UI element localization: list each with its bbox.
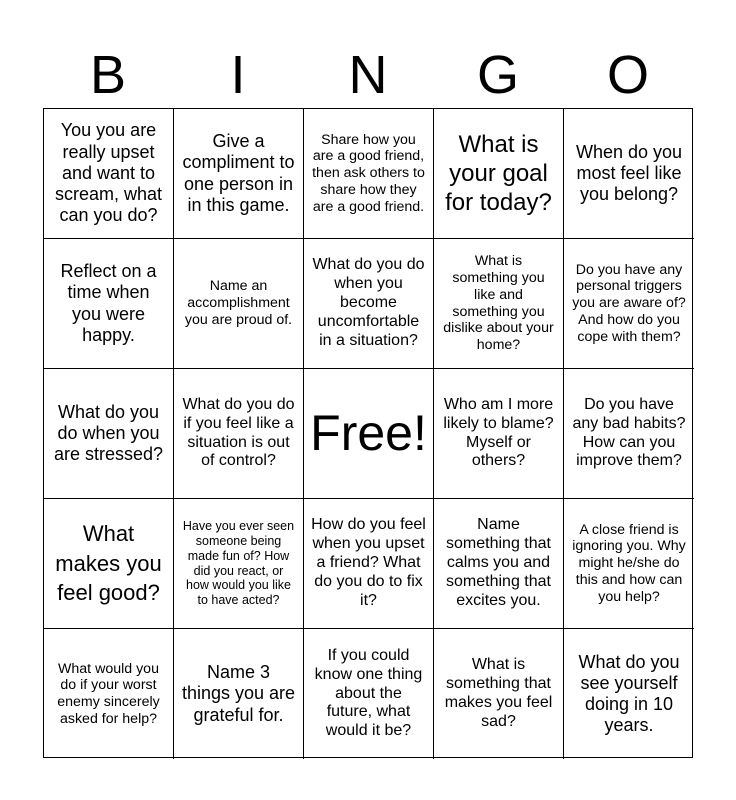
cell-text: Have you ever seen someone being made fun of? How did you react, or how would you like to have acted? [182, 519, 295, 607]
bingo-cell[interactable] [434, 239, 564, 369]
bingo-cell[interactable] [304, 109, 434, 239]
bingo-cell[interactable] [564, 109, 694, 239]
cell-text: What do you see yourself doing in 10 years. [578, 651, 680, 736]
bingo-cell[interactable] [304, 499, 434, 629]
cell-text: What makes you feel good? [55, 520, 162, 606]
bingo-cell[interactable] [44, 239, 174, 369]
cell-text: You you are really upset and want to scream, what can you do? [54, 120, 163, 226]
bingo-cell[interactable] [44, 499, 174, 629]
bingo-board [43, 108, 693, 758]
cell-text: What do you do if you feel like a situation is out of control? [182, 395, 295, 470]
cell-text: Name an accomplishment you are proud of. [184, 278, 293, 328]
cell-text: What would you do if your worst enemy sincerely asked for help? [57, 660, 160, 727]
bingo-cell[interactable] [304, 629, 434, 759]
cell-text: How do you feel when you upset a friend? What do you do to fix it? [311, 516, 426, 609]
bingo-cell[interactable] [174, 109, 304, 239]
cell-text: What is something you like and something you dislike about your home? [443, 253, 554, 353]
bingo-header [43, 42, 693, 108]
cell-text: What is your goal for today? [445, 130, 552, 217]
bingo-cell[interactable] [304, 239, 434, 369]
cell-text: Who am I more likely to blame? Myself or others? [443, 395, 554, 470]
bingo-cell[interactable] [174, 499, 304, 629]
bingo-cell[interactable] [174, 369, 304, 499]
cell-text: Name 3 things you are grateful for. [181, 662, 296, 725]
header-letter-n: N [348, 45, 388, 105]
bingo-cell[interactable] [434, 369, 564, 499]
cell-text: Do you have any personal triggers you are aware of? And how do you cope with them? [572, 261, 686, 345]
cell-text: Name something that calms you and something that excites you. [446, 516, 551, 609]
cell-text: Share how you are a good friend, then ask others to share how they are a good friend. [312, 131, 425, 215]
cell-text: Reflect on a time when you were happy. [60, 261, 157, 345]
cell-text: Give a compliment to one person in in this game. [182, 131, 295, 215]
bingo-cell[interactable] [44, 369, 174, 499]
cell-text: A close friend is ignoring you. Why might he/she do this and how can you help? [572, 521, 686, 605]
bingo-cell[interactable] [434, 629, 564, 759]
bingo-cell[interactable] [174, 239, 304, 369]
cell-text: If you could know one thing about the future, what would it be? [314, 646, 423, 740]
bingo-cell[interactable] [434, 109, 564, 239]
cell-text: When do you most feel like you belong? [575, 141, 683, 205]
header-letter-i: I [230, 45, 246, 105]
bingo-cell[interactable] [44, 109, 174, 239]
cell-text: What is something that makes you feel sad? [444, 656, 553, 730]
cell-text: What do you do when you are stressed? [53, 401, 164, 465]
header-letter-g: G [476, 45, 519, 105]
header-letter-b: B [89, 45, 127, 105]
bingo-cell[interactable] [44, 629, 174, 759]
bingo-cell[interactable] [564, 369, 694, 499]
free-space-text: Free! [310, 405, 427, 461]
bingo-cell[interactable] [564, 629, 694, 759]
header-letter-o: O [606, 45, 649, 105]
cell-text: Do you have any bad habits? How can you improve them? [572, 395, 686, 470]
free-space-cell[interactable] [304, 369, 434, 499]
cell-text: What do you do when you become uncomfortable in a situation? [312, 256, 425, 349]
bingo-cell[interactable] [434, 499, 564, 629]
bingo-cell[interactable] [564, 499, 694, 629]
bingo-cell[interactable] [174, 629, 304, 759]
bingo-cell[interactable] [564, 239, 694, 369]
